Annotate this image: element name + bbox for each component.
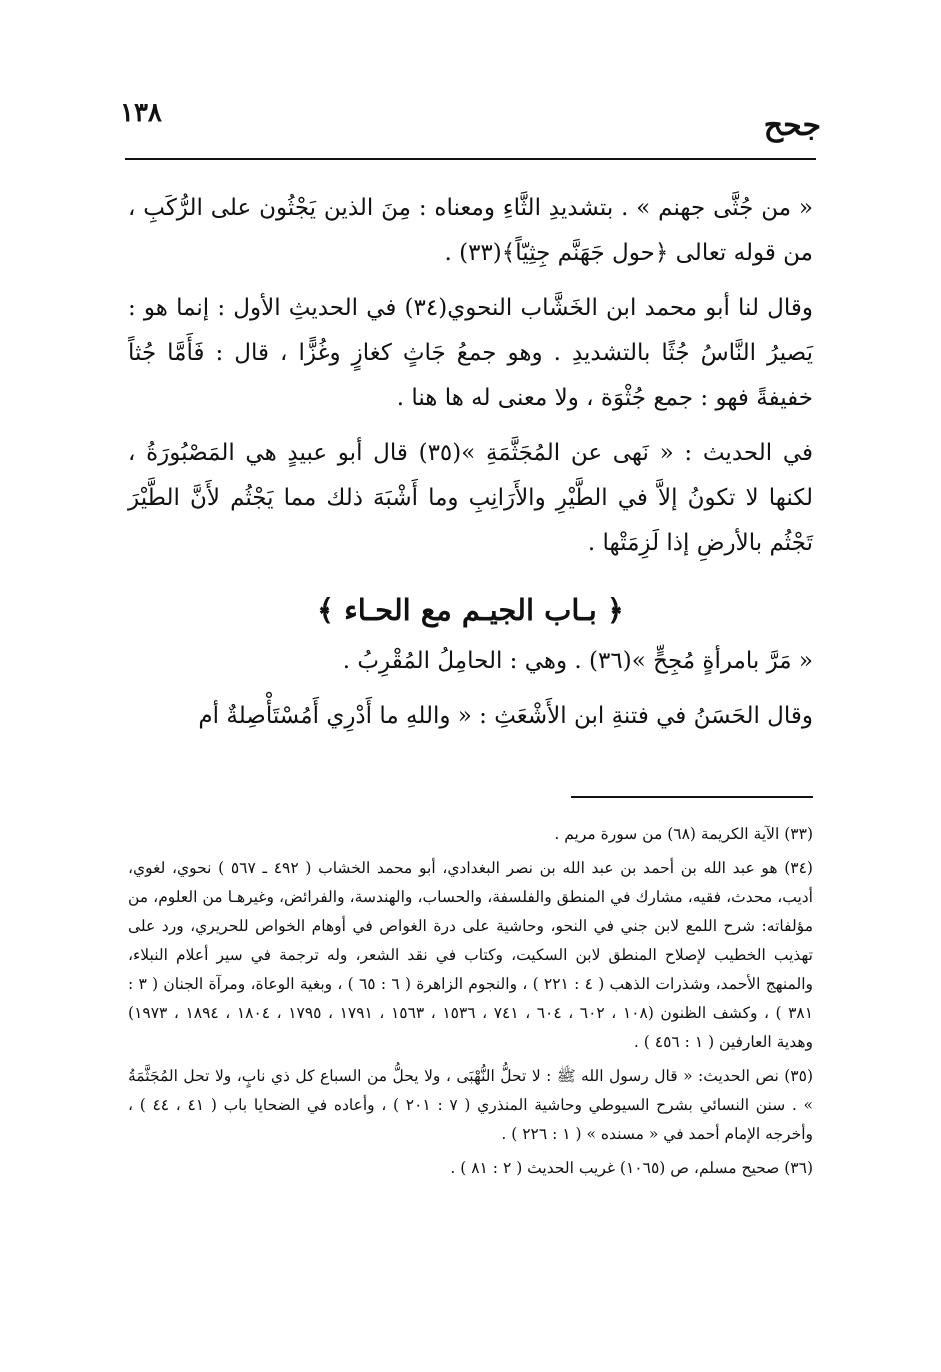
paragraph: وقال الحَسَنُ في فتنةِ ابن الأَشْعَثِ : « واللهِ ما أَدْرِي أَمُسْتَأْصِلةٌ أم	[198, 703, 813, 729]
page-number: ١٣٨	[120, 98, 162, 128]
main-text	[128, 186, 813, 739]
footnote-rule	[571, 796, 813, 798]
paragraph: وقال لنا أبو محمد ابن الخَشَّاب النحوي(٣٤) في الحديثِ الأول : إنما هو : يَصيرُ النَّاسُ جُثًا بالتشديدِ . وهو جمعُ جَاثٍ كغازٍ وغُزًّا ، قال : فَأَمَّا جُثاً خفيفةً فهو : جمع جُثْوَة ، ولا معنى له ها هنا .	[128, 295, 813, 411]
footnote: (٣٥) نص الحديث: « قال رسول الله ﷺ : لا تحلُّ النُّهْبَى ، ولا يحلُّ من السباع كل ذي نابٍ، ولا تحل المُجَثَّمَةُ » . سنن النسائي بشرح السيوطي وحاشية المنذري ( ٧ : ٢٠١ ) ، وأعاده في الضحايا باب ( ٤١ ، ٤٤ ) ، وأخرجه الإمام أحمد في « مسنده » ( ١ : ٢٢٦ ) .	[128, 1067, 814, 1143]
paragraph: في الحديث : « نَهى عن المُجَثَّمَةِ »(٣٥) قال أبو عبيدٍ هي المَصْبُورَةُ ، لكنها لا تكونُ إلاَّ في الطَّيْرِ والأَرَانِبِ وما أَشْبَهَ ذلك مما يَجْثُم لأَنَّ الطَّيْرَ تَجْثُم بالأرضِ إذا لَزِمَتْها .	[128, 440, 813, 556]
footnote: (٣٣) الآية الكريمة (٦٨) من سورة مريم .	[554, 825, 813, 843]
paragraph: « من جُثَّى جهنم » . بتشديدِ الثَّاءِ ومعناه : مِنَ الذين يَجْثُون على الرُّكَبِ ، من قوله تعالى ﴿حول جَهَنَّم جِثِيّاً﴾(٣٣) .	[128, 195, 813, 266]
section-title: ﴿ بـاب الجيـم مع الحـاء ﴾	[317, 593, 624, 627]
page-header	[120, 98, 821, 148]
footnotes	[128, 820, 813, 1188]
footnote: (٣٦) صحيح مسلم، ص (١٠٦٥) غريب الحديث ( ٢ : ٨١ ) .	[450, 1159, 813, 1177]
header-rule	[125, 158, 816, 160]
running-head: جحح	[763, 108, 821, 143]
footnote: (٣٤) هو عبد الله بن أحمد بن عبد الله بن نصر البغدادي، أبو محمد الخشاب ( ٤٩٢ ـ ٥٦٧ ) نحوي، لغوي، أديب، محدث، فقيه، مشارك في المنطق والفلسفة، والحساب، والهندسة، والفرائض، وغيرهـا من العلوم، من مؤلفاته: شرح اللمع لابن جني في النحو، وحاشية على درة الغواص في أوهام الخواص للحريري، ورد على تهذيب الخطيب لإصلاح المنطق لابن السكيت، وكتاب في نقد الشعر، وله ترجمة في سير أعلام النبلاء، والمنهج الأحمد، وشذرات الذهب ( ٤ : ٢٢١ ) ، والنجوم الزاهرة ( ٦ : ٦٥ ) ، وبغية الوعاة، ومرآة الجنان ( ٣ : ٣٨١ ) ، وكشف الظنون (١٠٨ ، ٦٠٢ ، ٦٠٤ ، ٧٤١ ، ١٥٣٦ ، ١٥٦٣ ، ١٧٩١ ، ١٧٩٥ ، ١٨٠٤ ، ١٨٩٤ ، ١٩٧٣) وهدية العارفين ( ١ : ٤٥٦ ) .	[128, 859, 814, 1051]
paragraph: « مَرَّ بامرأةٍ مُجِحٍّ »(٣٦) . وهي : الحامِلُ المُقْرِبُ .	[342, 648, 813, 674]
